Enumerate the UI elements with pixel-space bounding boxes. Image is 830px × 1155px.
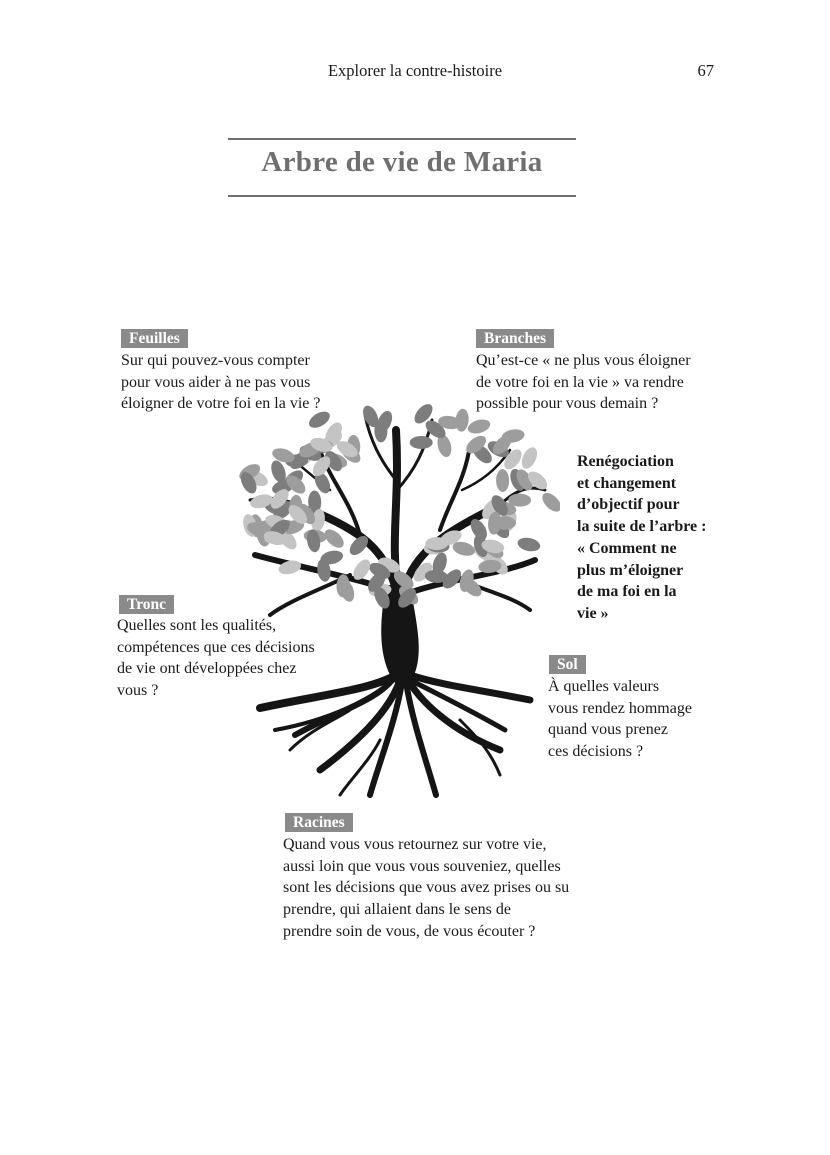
sol-line: ces décisions ? [548,743,644,761]
tree-leaf [410,436,433,449]
renegotiation-line: et changement [577,474,677,492]
renegotiation-line: « Comment ne [577,539,677,557]
branches-line: possible pour vous demain ? [476,395,659,413]
tree-leaf [516,536,541,553]
label-tronc: Tronc [119,595,174,614]
tree-leaf [466,417,492,436]
tree-roots [260,675,530,795]
feuilles-line: Sur qui pouvez-vous compter [121,352,310,369]
feuilles-line: pour vous aider à ne pas vous [121,373,311,391]
racines-question [283,834,569,943]
label-feuilles: Feuilles [121,329,188,348]
racines-line: Quand vous vous retournez sur votre vie, [283,836,547,853]
sol-line: quand vous prenez [548,721,668,739]
renegotiation-line: de ma foi en la [577,583,677,601]
sol-line: vous rendez hommage [548,699,692,717]
renegotiation-line: d’objectif pour [577,496,680,514]
title-rule-top [228,138,576,140]
page-title: Arbre de vie de Maria [261,146,543,178]
branches-line: Qu’est-ce « ne plus vous éloigner [476,352,691,369]
sol-line: À quelles valeurs [548,678,660,695]
running-title: Explorer la contre-histoire [327,61,503,80]
label-branches: Branches [476,329,554,348]
tree-of-life-illustration [200,390,560,810]
racines-line: aussi loin que vous vous souveniez, quelles [283,857,561,875]
racines-line: prendre, qui allaient dans le sens de [283,901,511,919]
sol-question [548,676,692,763]
tree-leaf [306,408,332,431]
tree-branch [397,420,432,490]
feuilles-line: éloigner de votre foi en la vie ? [121,395,321,413]
renegotiation-line: Renégociation [577,453,674,470]
racines-line: sont les décisions que vous avez prises ou su [283,879,570,897]
tronc-line: de vie ont développées chez [117,660,297,678]
label-racines: Racines [285,813,353,832]
renegotiation-line: la suite de l’arbre : [577,518,707,536]
tree-leaf [539,490,560,515]
title-rule-bottom [228,195,576,197]
renegotiation-line: vie » [577,604,609,622]
branches-line: de votre foi en la vie » va rendre [476,373,684,391]
renegotiation-note [577,451,706,625]
tree-leaf [496,469,509,492]
page-number: 67 [697,61,714,80]
renegotiation-line: plus m’éloigner [577,561,684,579]
label-sol: Sol [549,655,586,674]
tronc-line: compétences que ces décisions [117,638,315,656]
tronc-line: Quelles sont les qualités, [117,617,277,634]
racines-line: prendre soin de vous, de vous écouter ? [283,922,536,940]
tree-leaf [519,445,541,471]
tree-root [370,682,402,795]
tronc-line: vous ? [117,682,159,700]
